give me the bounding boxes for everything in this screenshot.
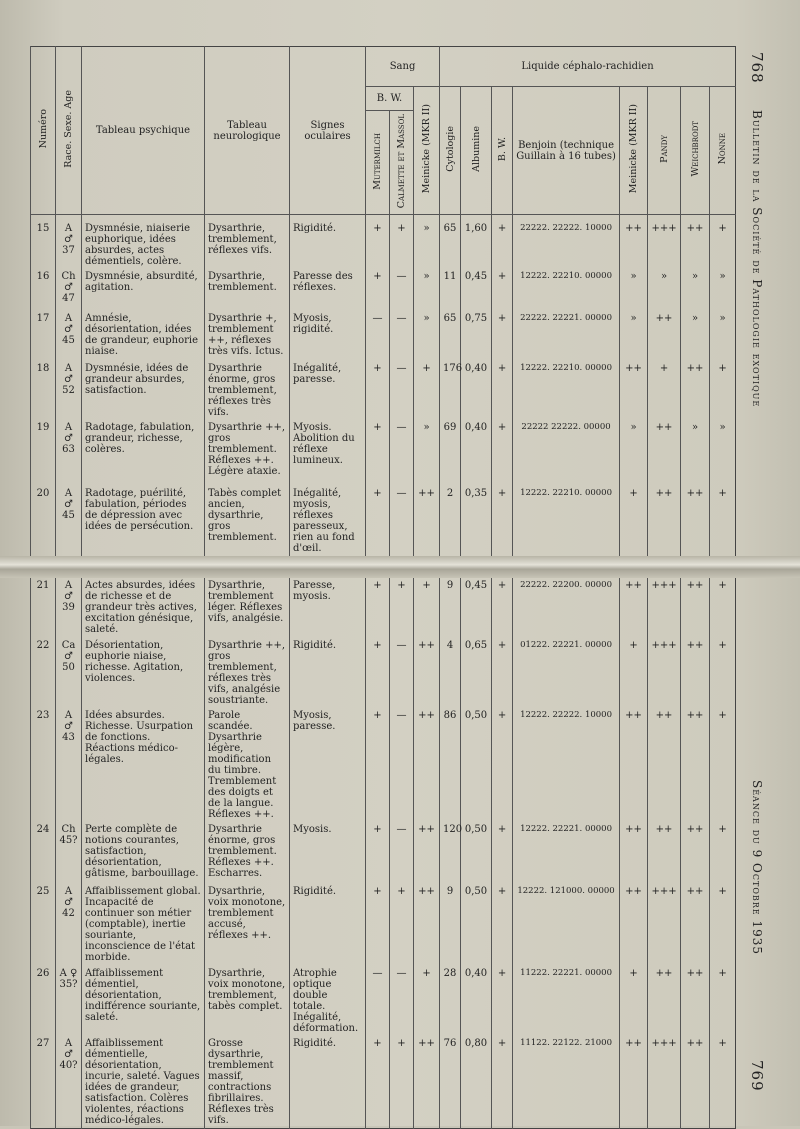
cell-nonne: + xyxy=(710,638,736,708)
cell-mei2: ++ xyxy=(620,884,648,966)
cell-race: A ♂ 39 xyxy=(56,578,82,638)
cell-neuro: Dysarthrie énorme, gros tremblement, réflexes très vifs. xyxy=(205,361,290,420)
cell-mei: ++ xyxy=(414,486,440,578)
cell-alb: 0,35 xyxy=(461,486,492,578)
cell-neuro: Dysarthrie, voix monotone, tremblement accusé, réflexes ++. xyxy=(205,884,290,966)
cell-mei: ++ xyxy=(414,708,440,822)
cell-bw: + xyxy=(492,708,513,822)
table-row xyxy=(31,269,736,311)
cell-nonne: + xyxy=(710,884,736,966)
table-row xyxy=(31,708,736,822)
cell-benj: 22222 22222. 00000 xyxy=(513,420,620,486)
col-albumine: Albumine xyxy=(461,87,492,215)
table-row xyxy=(31,822,736,884)
cell-benj: 12222. 22221. 00000 xyxy=(513,822,620,884)
cell-cal: — xyxy=(390,311,414,361)
cell-neuro: Dysarthrie, tremblement, réflexes vifs. xyxy=(205,215,290,270)
cell-num: 15 xyxy=(31,215,56,270)
cell-weich: » xyxy=(681,311,710,361)
cell-mut: + xyxy=(366,638,390,708)
cell-cal: — xyxy=(390,420,414,486)
cell-bw: + xyxy=(492,420,513,486)
cell-num: 16 xyxy=(31,269,56,311)
cell-cal: — xyxy=(390,638,414,708)
cell-mei: » xyxy=(414,215,440,270)
cell-cyto: 76 xyxy=(440,1036,461,1129)
col-neuro: Tableau neurologique xyxy=(205,47,290,215)
cell-pandy: » xyxy=(648,269,681,311)
cell-nonne: + xyxy=(710,1036,736,1129)
cell-cyto: 2 xyxy=(440,486,461,578)
col-bw2: B. W. xyxy=(492,87,513,215)
cell-nonne: + xyxy=(710,822,736,884)
cell-race: Ca ♂ 50 xyxy=(56,638,82,708)
cell-bw: + xyxy=(492,486,513,578)
cell-ocu: Rigidité. xyxy=(290,215,366,270)
cell-mei2: » xyxy=(620,269,648,311)
cell-ocu: Myosis, paresse. xyxy=(290,708,366,822)
cell-neuro: Tabès complet ancien, dysarthrie, gros tremblement. xyxy=(205,486,290,578)
cell-bw: + xyxy=(492,884,513,966)
cell-bw: + xyxy=(492,361,513,420)
cell-pandy: + xyxy=(648,361,681,420)
cell-bw: + xyxy=(492,215,513,270)
col-mutermilch: Mutermilch xyxy=(366,111,390,215)
cell-mei2: ++ xyxy=(620,361,648,420)
cell-num: 21 xyxy=(31,578,56,638)
cell-ocu: Myosis, rigidité. xyxy=(290,311,366,361)
cell-ocu: Rigidité. xyxy=(290,884,366,966)
cell-cal: + xyxy=(390,884,414,966)
cell-psy: Idées absurdes. Richesse. Usurpation de fonctions. Réactions médico-légales. xyxy=(82,708,205,822)
cell-pandy: ++ xyxy=(648,486,681,578)
cell-ocu: Rigidité. xyxy=(290,638,366,708)
cell-bw: + xyxy=(492,311,513,361)
page-number-right: 769 xyxy=(748,1060,766,1092)
cell-neuro: Dysarthrie ++, gros tremblement. Réflexes ++. Légère ataxie. xyxy=(205,420,290,486)
cell-cal: — xyxy=(390,966,414,1036)
cell-race: A ♂ 42 xyxy=(56,884,82,966)
cell-mei: + xyxy=(414,361,440,420)
table-row xyxy=(31,420,736,486)
table-row xyxy=(31,215,736,270)
cell-mei2: ++ xyxy=(620,822,648,884)
col-bw: B. W. xyxy=(366,87,414,111)
cell-weich: » xyxy=(681,420,710,486)
cell-mei: + xyxy=(414,966,440,1036)
table-row xyxy=(31,311,736,361)
cell-cal: + xyxy=(390,215,414,270)
cell-race: A ♂ 45 xyxy=(56,311,82,361)
cell-neuro: Dysarthrie énorme, gros tremblement. Réflexes ++. Escharres. xyxy=(205,822,290,884)
cell-ocu: Inégalité, myosis, réflexes paresseux, rien au fond d'œil. xyxy=(290,486,366,578)
cell-weich: » xyxy=(681,269,710,311)
cell-mei2: ++ xyxy=(620,578,648,638)
cell-mei2: + xyxy=(620,966,648,1036)
cell-ocu: Rigidité. xyxy=(290,1036,366,1129)
cell-pandy: ++ xyxy=(648,822,681,884)
cell-psy: Désorientation, euphorie niaise, richesse. Agitation, violences. xyxy=(82,638,205,708)
cell-weich: ++ xyxy=(681,708,710,822)
cell-mei: » xyxy=(414,420,440,486)
cell-pandy: ++ xyxy=(648,311,681,361)
cell-alb: 1,60 xyxy=(461,215,492,270)
cell-mut: + xyxy=(366,1036,390,1129)
cell-race: A ♂ 52 xyxy=(56,361,82,420)
cell-psy: Dysmnésie, niaiserie euphorique, idées absurdes, actes démentiels, colère. xyxy=(82,215,205,270)
cell-cyto: 9 xyxy=(440,884,461,966)
cell-pandy: ++ xyxy=(648,708,681,822)
cell-nonne: + xyxy=(710,215,736,270)
cell-mut: + xyxy=(366,361,390,420)
cell-psy: Affaiblissement global. Incapacité de continuer son métier (comptable), inertie souriante, inconscience de l'état morbide. xyxy=(82,884,205,966)
cell-psy: Amnésie, désorientation, idées de grandeur, euphorie niaise. xyxy=(82,311,205,361)
table-row xyxy=(31,1036,736,1129)
cell-benj: 12222. 22210. 00000 xyxy=(513,361,620,420)
cell-weich: ++ xyxy=(681,361,710,420)
cell-benj: 12222. 22222. 10000 xyxy=(513,708,620,822)
data-table xyxy=(30,46,736,1129)
col-calmette: Calmette et Massol xyxy=(390,111,414,215)
seance-title: Séance du 9 Octobre 1935 xyxy=(750,780,764,955)
cell-pandy: +++ xyxy=(648,638,681,708)
cell-psy: Perte complète de notions courantes, satisfaction, désorientation, gâtisme, barbouillage. xyxy=(82,822,205,884)
cell-bw: + xyxy=(492,269,513,311)
cell-cyto: 4 xyxy=(440,638,461,708)
cell-mut: + xyxy=(366,884,390,966)
cell-cal: — xyxy=(390,269,414,311)
cell-mut: + xyxy=(366,822,390,884)
cell-num: 22 xyxy=(31,638,56,708)
cell-bw: + xyxy=(492,638,513,708)
cell-mei2: » xyxy=(620,311,648,361)
cell-ocu: Myosis. Abolition du réflexe lumineux. xyxy=(290,420,366,486)
cell-alb: 0,45 xyxy=(461,578,492,638)
col-numero: Numéro xyxy=(31,47,56,215)
cell-nonne: » xyxy=(710,269,736,311)
col-race: Race. Sexe. Age xyxy=(56,47,82,215)
cell-nonne: + xyxy=(710,578,736,638)
cell-alb: 0,65 xyxy=(461,638,492,708)
cell-cyto: 69 xyxy=(440,420,461,486)
cell-alb: 0,75 xyxy=(461,311,492,361)
cell-benj: 22222. 22221. 00000 xyxy=(513,311,620,361)
cell-num: 27 xyxy=(31,1036,56,1129)
cell-cal: — xyxy=(390,486,414,578)
cell-bw: + xyxy=(492,822,513,884)
cell-psy: Affaiblissement démentiel, désorientation, indifférence souriante, saleté. xyxy=(82,966,205,1036)
cell-race: Ch 45? xyxy=(56,822,82,884)
cell-alb: 0,50 xyxy=(461,822,492,884)
cell-mei2: » xyxy=(620,420,648,486)
cell-race: A ♀ 35? xyxy=(56,966,82,1036)
cell-neuro: Dysarthrie, tremblement. xyxy=(205,269,290,311)
cell-num: 26 xyxy=(31,966,56,1036)
col-nonne: Nonne xyxy=(710,87,736,215)
cell-benj: 01222. 22221. 00000 xyxy=(513,638,620,708)
cell-weich: ++ xyxy=(681,215,710,270)
cell-weich: ++ xyxy=(681,1036,710,1129)
cell-ocu: Myosis. xyxy=(290,822,366,884)
cell-mut: + xyxy=(366,420,390,486)
cell-race: A ♂ 63 xyxy=(56,420,82,486)
cell-bw: + xyxy=(492,966,513,1036)
cell-weich: ++ xyxy=(681,638,710,708)
cell-nonne: + xyxy=(710,486,736,578)
cell-race: Ch ♂ 47 xyxy=(56,269,82,311)
cell-mut: + xyxy=(366,578,390,638)
cell-alb: 0,40 xyxy=(461,420,492,486)
cell-mut: — xyxy=(366,311,390,361)
cell-benj: 12222. 22210. 00000 xyxy=(513,269,620,311)
cell-nonne: » xyxy=(710,420,736,486)
cell-mut: + xyxy=(366,215,390,270)
table-row xyxy=(31,966,736,1036)
cell-psy: Radotage, fabulation, grandeur, richesse, colères. xyxy=(82,420,205,486)
cell-pandy: ++ xyxy=(648,420,681,486)
cell-alb: 0,50 xyxy=(461,708,492,822)
cell-nonne: » xyxy=(710,311,736,361)
cell-benj: 11222. 22221. 00000 xyxy=(513,966,620,1036)
cell-mei: ++ xyxy=(414,1036,440,1129)
cell-num: 18 xyxy=(31,361,56,420)
cell-weich: ++ xyxy=(681,966,710,1036)
col-meinicke: Meinicke (MKR II) xyxy=(414,87,440,215)
cell-ocu: Inégalité, paresse. xyxy=(290,361,366,420)
cell-num: 20 xyxy=(31,486,56,578)
cell-cyto: 28 xyxy=(440,966,461,1036)
cell-nonne: + xyxy=(710,361,736,420)
cell-psy: Affaiblissement démentielle, désorientation, incurie, saleté. Vagues idées de grandeur, satisfaction. Colères violentes, réactions médico-légales. xyxy=(82,1036,205,1129)
col-weichbrodt: Weichbrodt xyxy=(681,87,710,215)
table-row xyxy=(31,578,736,638)
cell-num: 25 xyxy=(31,884,56,966)
cell-neuro: Dysarthrie, voix monotone, tremblement, tabès complet. xyxy=(205,966,290,1036)
cell-mei2: + xyxy=(620,638,648,708)
cell-weich: ++ xyxy=(681,884,710,966)
cell-mei: » xyxy=(414,311,440,361)
cell-cyto: 65 xyxy=(440,215,461,270)
cell-num: 19 xyxy=(31,420,56,486)
cell-benj: 12222. 121000. 00000 xyxy=(513,884,620,966)
cell-mei: + xyxy=(414,578,440,638)
cell-psy: Dysmnésie, idées de grandeur absurdes, satisfaction. xyxy=(82,361,205,420)
col-sang: Sang xyxy=(366,47,440,87)
cell-benj: 22222. 22222. 10000 xyxy=(513,215,620,270)
table-row xyxy=(31,884,736,966)
cell-nonne: + xyxy=(710,708,736,822)
cell-race: A ♂ 43 xyxy=(56,708,82,822)
col-oculaires: Signes oculaires xyxy=(290,47,366,215)
cell-neuro: Dysarthrie, tremblement léger. Réflexes vifs, analgésie. xyxy=(205,578,290,638)
cell-alb: 0,40 xyxy=(461,361,492,420)
cell-ocu: Atrophie optique double totale. Inégalité, déformation. xyxy=(290,966,366,1036)
cell-mei2: + xyxy=(620,486,648,578)
col-benjoin: Benjoin (technique Guillain à 16 tubes) xyxy=(513,87,620,215)
cell-cal: + xyxy=(390,1036,414,1129)
cell-weich: ++ xyxy=(681,578,710,638)
cell-benj: 22222. 22200. 00000 xyxy=(513,578,620,638)
cell-pandy: +++ xyxy=(648,1036,681,1129)
cell-cal: — xyxy=(390,822,414,884)
cell-cyto: 176 xyxy=(440,361,461,420)
cell-race: A ♂ 40? xyxy=(56,1036,82,1129)
col-psychique: Tableau psychique xyxy=(82,47,205,215)
page-number-left: 768 xyxy=(748,52,766,84)
cell-cyto: 120 xyxy=(440,822,461,884)
cell-cyto: 9 xyxy=(440,578,461,638)
cell-alb: 0,45 xyxy=(461,269,492,311)
cell-cal: — xyxy=(390,361,414,420)
cell-neuro: Parole scandée. Dysarthrie légère, modification du timbre. Tremblement des doigts et de la langue. Réflexes ++. xyxy=(205,708,290,822)
cell-cyto: 65 xyxy=(440,311,461,361)
cell-psy: Dysmnésie, absurdité, agitation. xyxy=(82,269,205,311)
cell-mei: ++ xyxy=(414,638,440,708)
cell-benj: 12222. 22210. 00000 xyxy=(513,486,620,578)
cell-weich: ++ xyxy=(681,822,710,884)
cell-alb: 0,80 xyxy=(461,1036,492,1129)
cell-alb: 0,50 xyxy=(461,884,492,966)
cell-mut: + xyxy=(366,269,390,311)
cell-mei2: ++ xyxy=(620,708,648,822)
cell-bw: + xyxy=(492,1036,513,1129)
cell-mut: + xyxy=(366,486,390,578)
page-fold xyxy=(0,556,800,578)
running-title: Bulletin de la Société de Pathologie exotique xyxy=(750,110,764,408)
cell-race: A ♂ 37 xyxy=(56,215,82,270)
cell-ocu: Paresse des réflexes. xyxy=(290,269,366,311)
cell-alb: 0,40 xyxy=(461,966,492,1036)
cell-cyto: 86 xyxy=(440,708,461,822)
cell-race: A ♂ 45 xyxy=(56,486,82,578)
cell-num: 24 xyxy=(31,822,56,884)
cell-pandy: ++ xyxy=(648,966,681,1036)
cell-neuro: Dysarthrie +, tremblement ++, réflexes très vifs. Ictus. xyxy=(205,311,290,361)
cell-mut: + xyxy=(366,708,390,822)
cell-cal: — xyxy=(390,708,414,822)
col-lcr: Liquide céphalo-rachidien xyxy=(440,47,736,87)
cell-bw: + xyxy=(492,578,513,638)
cell-neuro: Grosse dysarthrie, tremblement massif, contractions fibrillaires. Réflexes très vifs. xyxy=(205,1036,290,1129)
cell-psy: Actes absurdes, idées de richesse et de grandeur très actives, excitation génésique, saleté. xyxy=(82,578,205,638)
cell-cyto: 11 xyxy=(440,269,461,311)
cell-mei: ++ xyxy=(414,822,440,884)
col-meinicke2: Meinicke (MKR II) xyxy=(620,87,648,215)
cell-mei: ++ xyxy=(414,884,440,966)
cell-mei2: ++ xyxy=(620,215,648,270)
cell-mut: — xyxy=(366,966,390,1036)
cell-ocu: Paresse, myosis. xyxy=(290,578,366,638)
cell-neuro: Dysarthrie ++, gros tremblement, réflexes très vifs, analgésie soustriante. xyxy=(205,638,290,708)
cell-cal: + xyxy=(390,578,414,638)
col-pandy: Pandy xyxy=(648,87,681,215)
cell-nonne: + xyxy=(710,966,736,1036)
col-cytologie: Cytologie xyxy=(440,87,461,215)
cell-benj: 11122. 22122. 21000 xyxy=(513,1036,620,1129)
cell-mei: » xyxy=(414,269,440,311)
cell-pandy: +++ xyxy=(648,215,681,270)
cell-num: 23 xyxy=(31,708,56,822)
cell-pandy: +++ xyxy=(648,578,681,638)
table-row xyxy=(31,361,736,420)
table-row xyxy=(31,638,736,708)
cell-psy: Radotage, puérilité, fabulation, périodes de dépression avec idées de persécution. xyxy=(82,486,205,578)
cell-pandy: +++ xyxy=(648,884,681,966)
cell-mei2: ++ xyxy=(620,1036,648,1129)
cell-num: 17 xyxy=(31,311,56,361)
cell-weich: ++ xyxy=(681,486,710,578)
